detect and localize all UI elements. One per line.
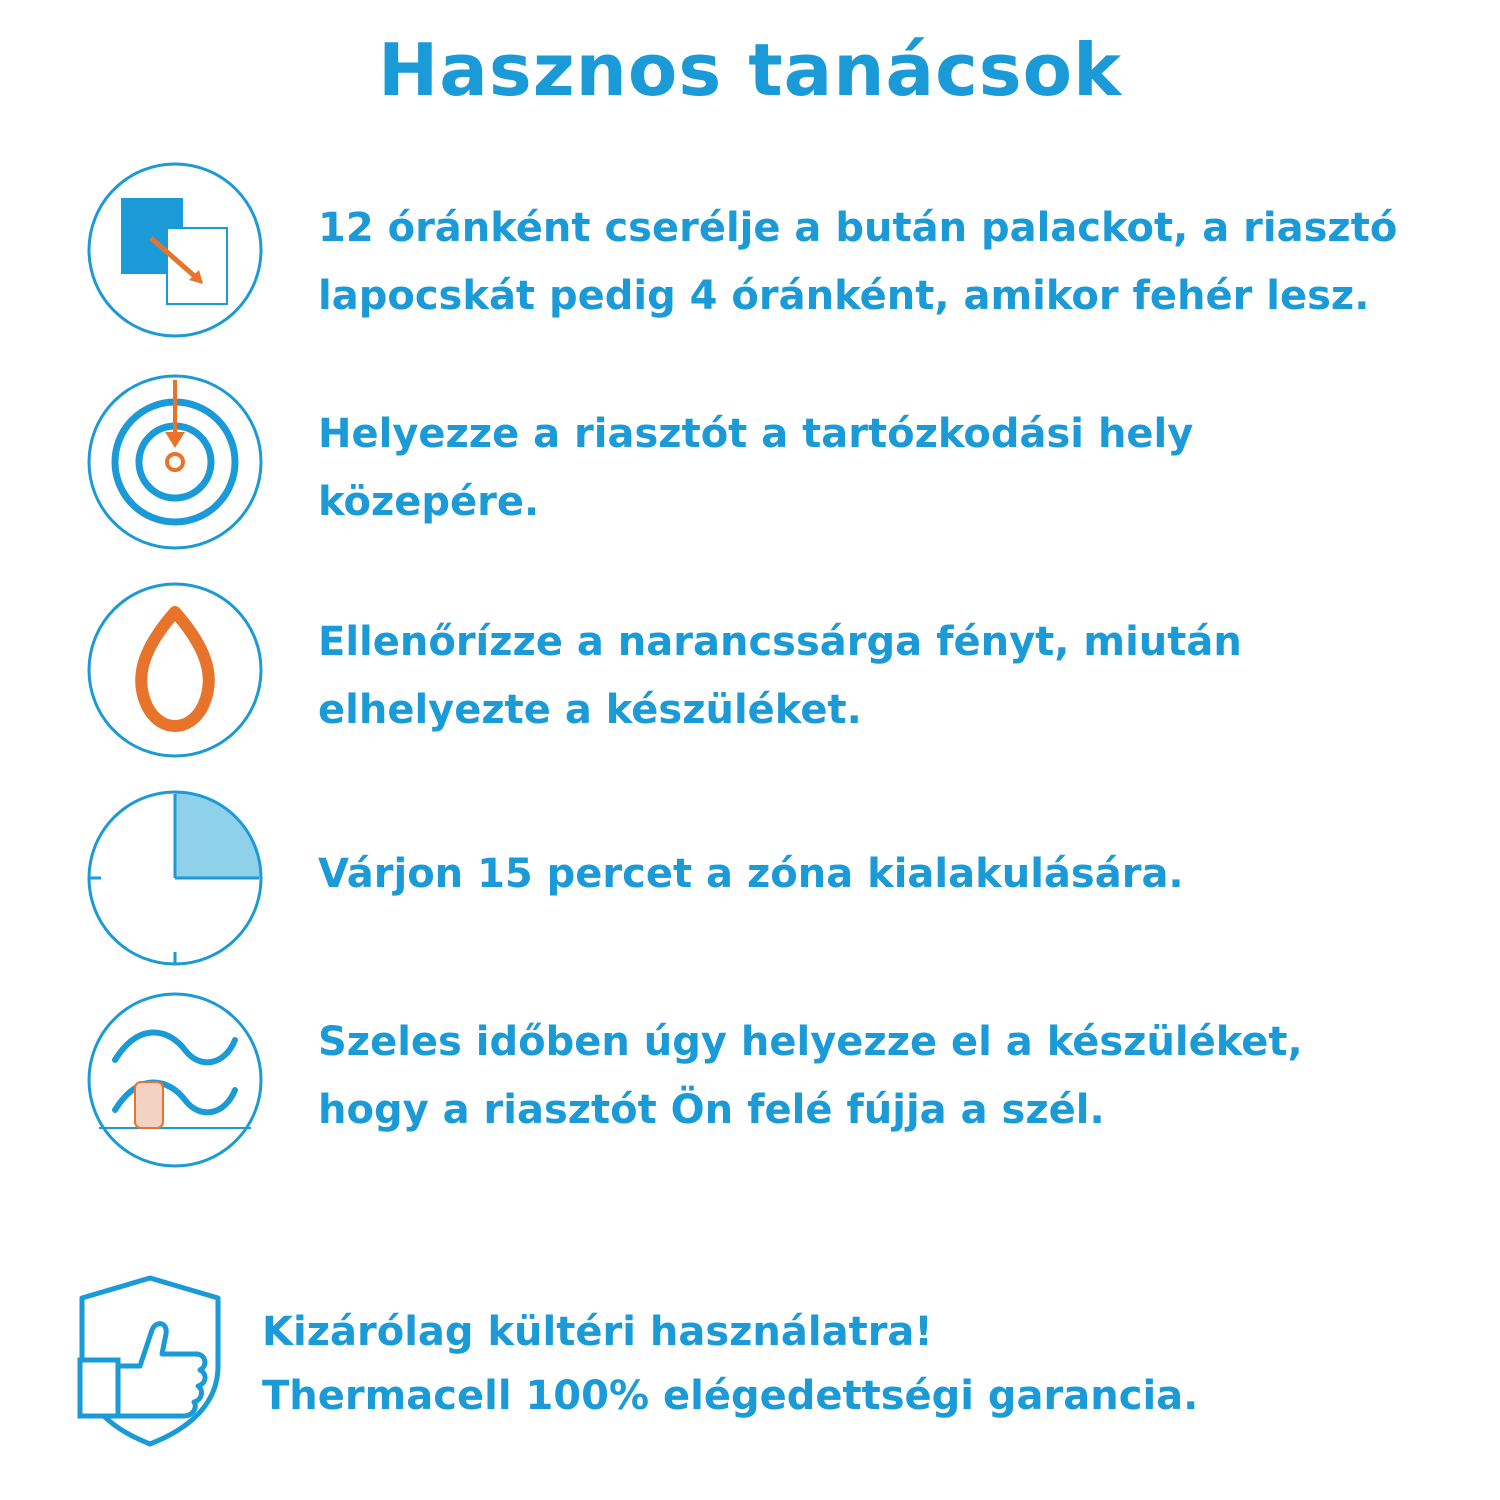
tip-5-line-1: Szeles időben úgy helyezze el a készüléket, xyxy=(318,1019,1303,1065)
flame-icon xyxy=(85,580,265,760)
tip-3-line-1: Ellenőrízze a narancssárga fényt, miután xyxy=(318,619,1242,665)
tip-2-line-2: közepére. xyxy=(318,479,540,525)
tip-2 xyxy=(318,400,1468,536)
footer-line-1: Kizárólag kültéri használatra! xyxy=(262,1309,933,1355)
tip-4 xyxy=(318,840,1468,908)
tip-3 xyxy=(318,608,1468,744)
replace-cartridge-icon xyxy=(85,160,265,340)
tip-3-line-2: elhelyezte a készüléket. xyxy=(318,687,862,733)
tip-1 xyxy=(318,194,1468,330)
tip-2-line-1: Helyezze a riasztót a tartózkodási hely xyxy=(318,411,1194,457)
tip-1-line-2: lapocskát pedig 4 óránként, amikor fehér lesz. xyxy=(318,273,1370,319)
target-placement-icon xyxy=(85,372,265,552)
tip-4-line-1: Várjon 15 percet a zóna kialakulására. xyxy=(318,851,1184,897)
wind-icon xyxy=(85,990,265,1170)
clock-icon xyxy=(85,788,265,968)
shield-thumbs-up-icon xyxy=(70,1270,230,1450)
tip-1-line-1: 12 óránként cserélje a bután palackot, a riasztó xyxy=(318,205,1398,251)
tip-5 xyxy=(318,1008,1468,1144)
page-title: Hasznos tanácsok xyxy=(378,28,1122,112)
tip-5-line-2: hogy a riasztót Ön felé fújja a szél. xyxy=(318,1087,1105,1133)
footer-line-2: Thermacell 100% elégedettségi garancia. xyxy=(262,1373,1199,1419)
footer-text xyxy=(262,1300,1198,1428)
